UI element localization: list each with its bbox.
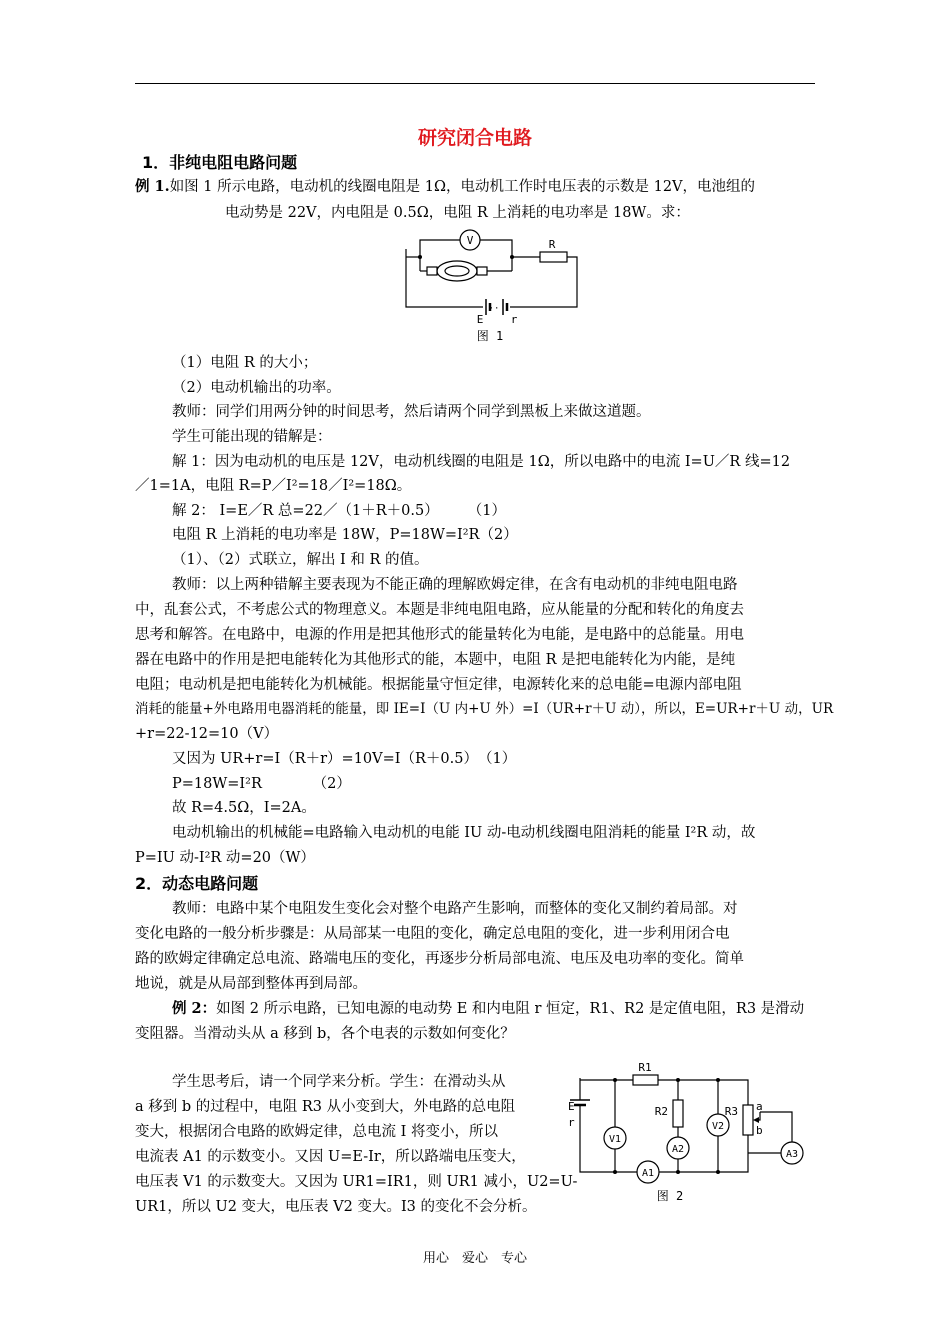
section-heading-1: 1．非纯电阻电路问题 <box>142 153 298 172</box>
paragraph-line: 故 R=4.5Ω，I=2A。 <box>172 800 316 816</box>
paragraph-line: 电阻 R 上消耗的电功率是 18W，P=18W=I²R（2） <box>172 527 518 543</box>
internal-resistance-label: r <box>510 313 518 326</box>
a2-label: A2 <box>671 1144 685 1155</box>
example-2-line-1: 例 2：如图 2 所示电路，已知电源的电动势 E 和内电阻 r 恒定，R1、R2 是定值电阻，R3 是滑动 <box>172 1000 805 1017</box>
paragraph-line: 电阻；电动机是把电能转化为机械能。根据能量守恒定律，电源转化来的总电能=电源内部电阻 <box>135 677 742 693</box>
junction-dot <box>510 255 514 259</box>
paragraph-line: P=IU 动-I²R 动=20（W） <box>135 850 315 866</box>
paragraph-line: 解 2： I=E／R 总=22／（1＋R＋0.5） （1） <box>172 503 506 519</box>
paragraph-line: ／1=1A，电阻 R=P／I²=18／I²=18Ω。 <box>135 478 412 494</box>
paragraph-line: 路的欧姆定律确定总电流、路端电压的变化，再逐步分析局部电流、电压及电功率的变化。简单 <box>135 951 744 967</box>
paragraph-line: 电动机输出的机械能=电路输入电动机的电能 IU 动-电动机线圈电阻消耗的能量 I²R 动，故 <box>172 825 756 841</box>
page-footer: 用心 爱心 专心 <box>422 1251 527 1266</box>
question-1: （1）电阻 R 的大小； <box>172 355 318 371</box>
paragraph-line: 地说，就是从局部到整体再到局部。 <box>135 976 367 992</box>
v2-label: V2 <box>711 1121 725 1132</box>
paragraph-line: 中，乱套公式，不考虑公式的物理意义。本题是非纯电阻电路，应从能量的分配和转化的角度去 <box>135 602 744 618</box>
figure-1-caption: 图 1 <box>476 329 504 343</box>
paragraph-line: 教师：同学们用两分钟的时间思考，然后请两个同学到黑板上来做这道题。 <box>172 404 651 420</box>
paragraph-line: 教师：以上两种错解主要表现为不能正确的理解欧姆定律，在含有电动机的非纯电阻电路 <box>172 577 738 593</box>
example-2-line-2: 变阻器。当滑动头从 a 移到 b，各个电表的示数如何变化？ <box>135 1026 515 1042</box>
paragraph-line: a 移到 b 的过程中，电阻 R3 从小变到大，外电路的总电阻 <box>135 1099 516 1115</box>
paragraph-line: 器在电路中的作用是把电能转化为其他形式的能，本题中，电阻 R 是把电能转化为内能，是纯 <box>135 652 736 668</box>
slider-a-label: a <box>756 1100 763 1113</box>
paragraph-line: 电压表 V1 的示数变大。又因为 UR1=IR1，则 UR1 减小，U2=U- <box>135 1174 578 1190</box>
question-2: （2）电动机输出的功率。 <box>172 380 341 396</box>
paragraph-line: 消耗的能量+外电路用电器消耗的能量，即 IE=I（U 内+U 外）=I（UR+r＋U 动），所以，E=UR+r＋U 动，UR <box>135 701 834 717</box>
paragraph-line: 教师：电路中某个电阻发生变化会对整个电路产生影响，而整体的变化又制约着局部。对 <box>172 901 738 917</box>
header-rule <box>135 83 815 84</box>
figure-1-circuit <box>400 225 585 347</box>
r1-label: R1 <box>638 1061 652 1074</box>
section-heading-2: 2．动态电路问题 <box>135 874 259 893</box>
internal-resistance-label: r <box>568 1116 575 1129</box>
example-1-line-1: 例 1.如图 1 所示电路，电动机的线圈电阻是 1Ω，电动机工作时电压表的示数是 12V，电池组的 <box>135 178 756 195</box>
paragraph-line: （1）、（2）式联立，解出 I 和 R 的值。 <box>172 552 429 568</box>
paragraph-line: 又因为 UR+r=I（R＋r）=10V=I（R＋0.5） （1） <box>172 751 517 767</box>
svg-text:··: ·· <box>488 304 500 314</box>
figure-2-circuit <box>560 1060 810 1208</box>
paragraph-line: 思考和解答。在电路中，电源的作用是把其他形式的能量转化为电能，是电路中的总能量。用电 <box>135 627 744 643</box>
r3-label: R3 <box>724 1105 738 1118</box>
paragraph-line: 变大，根据闭合电路的欧姆定律，总电流 I 将变小，所以 <box>135 1124 498 1140</box>
a1-label: A1 <box>641 1168 655 1179</box>
example-1-line-2: 电动势是 22V，内电阻是 0.5Ω，电阻 R 上消耗的电功率是 18W。求： <box>225 205 690 221</box>
paragraph-line: +r=22-12=10（V） <box>135 726 279 742</box>
v1-label: V1 <box>608 1134 622 1145</box>
paragraph-line: 学生可能出现的错解是： <box>172 429 332 445</box>
page-title: 研究闭合电路 <box>417 127 532 149</box>
slider-b-label: b <box>756 1124 763 1137</box>
paragraph-line: P=18W=I²R （2） <box>172 776 351 792</box>
paragraph-line: 电流表 A1 的示数变小。又因 U=E-Ir，所以路端电压变大， <box>135 1149 526 1165</box>
paragraph-line: 解 1：因为电动机的电压是 12V，电动机线圈的电阻是 1Ω，所以电路中的电流 I=U／R 线=12 <box>172 454 791 470</box>
resistor-label: R <box>548 238 556 251</box>
paragraph-line: 学生思考后，请一个同学来分析。学生：在滑动头从 <box>172 1074 506 1090</box>
emf-label: E <box>476 313 484 326</box>
r2-label: R2 <box>654 1105 668 1118</box>
emf-label: E <box>568 1100 575 1113</box>
figure-2-caption: 图 2 <box>656 1189 684 1203</box>
junction-dot <box>418 255 422 259</box>
a3-label: A3 <box>785 1149 799 1160</box>
voltmeter-label: V <box>466 234 474 247</box>
paragraph-line: UR1，所以 U2 变大，电压表 V2 变大。I3 的变化不会分析。 <box>135 1199 537 1215</box>
paragraph-line: 变化电路的一般分析步骤是：从局部某一电阻的变化，确定总电阻的变化，进一步利用闭合电 <box>135 926 730 942</box>
